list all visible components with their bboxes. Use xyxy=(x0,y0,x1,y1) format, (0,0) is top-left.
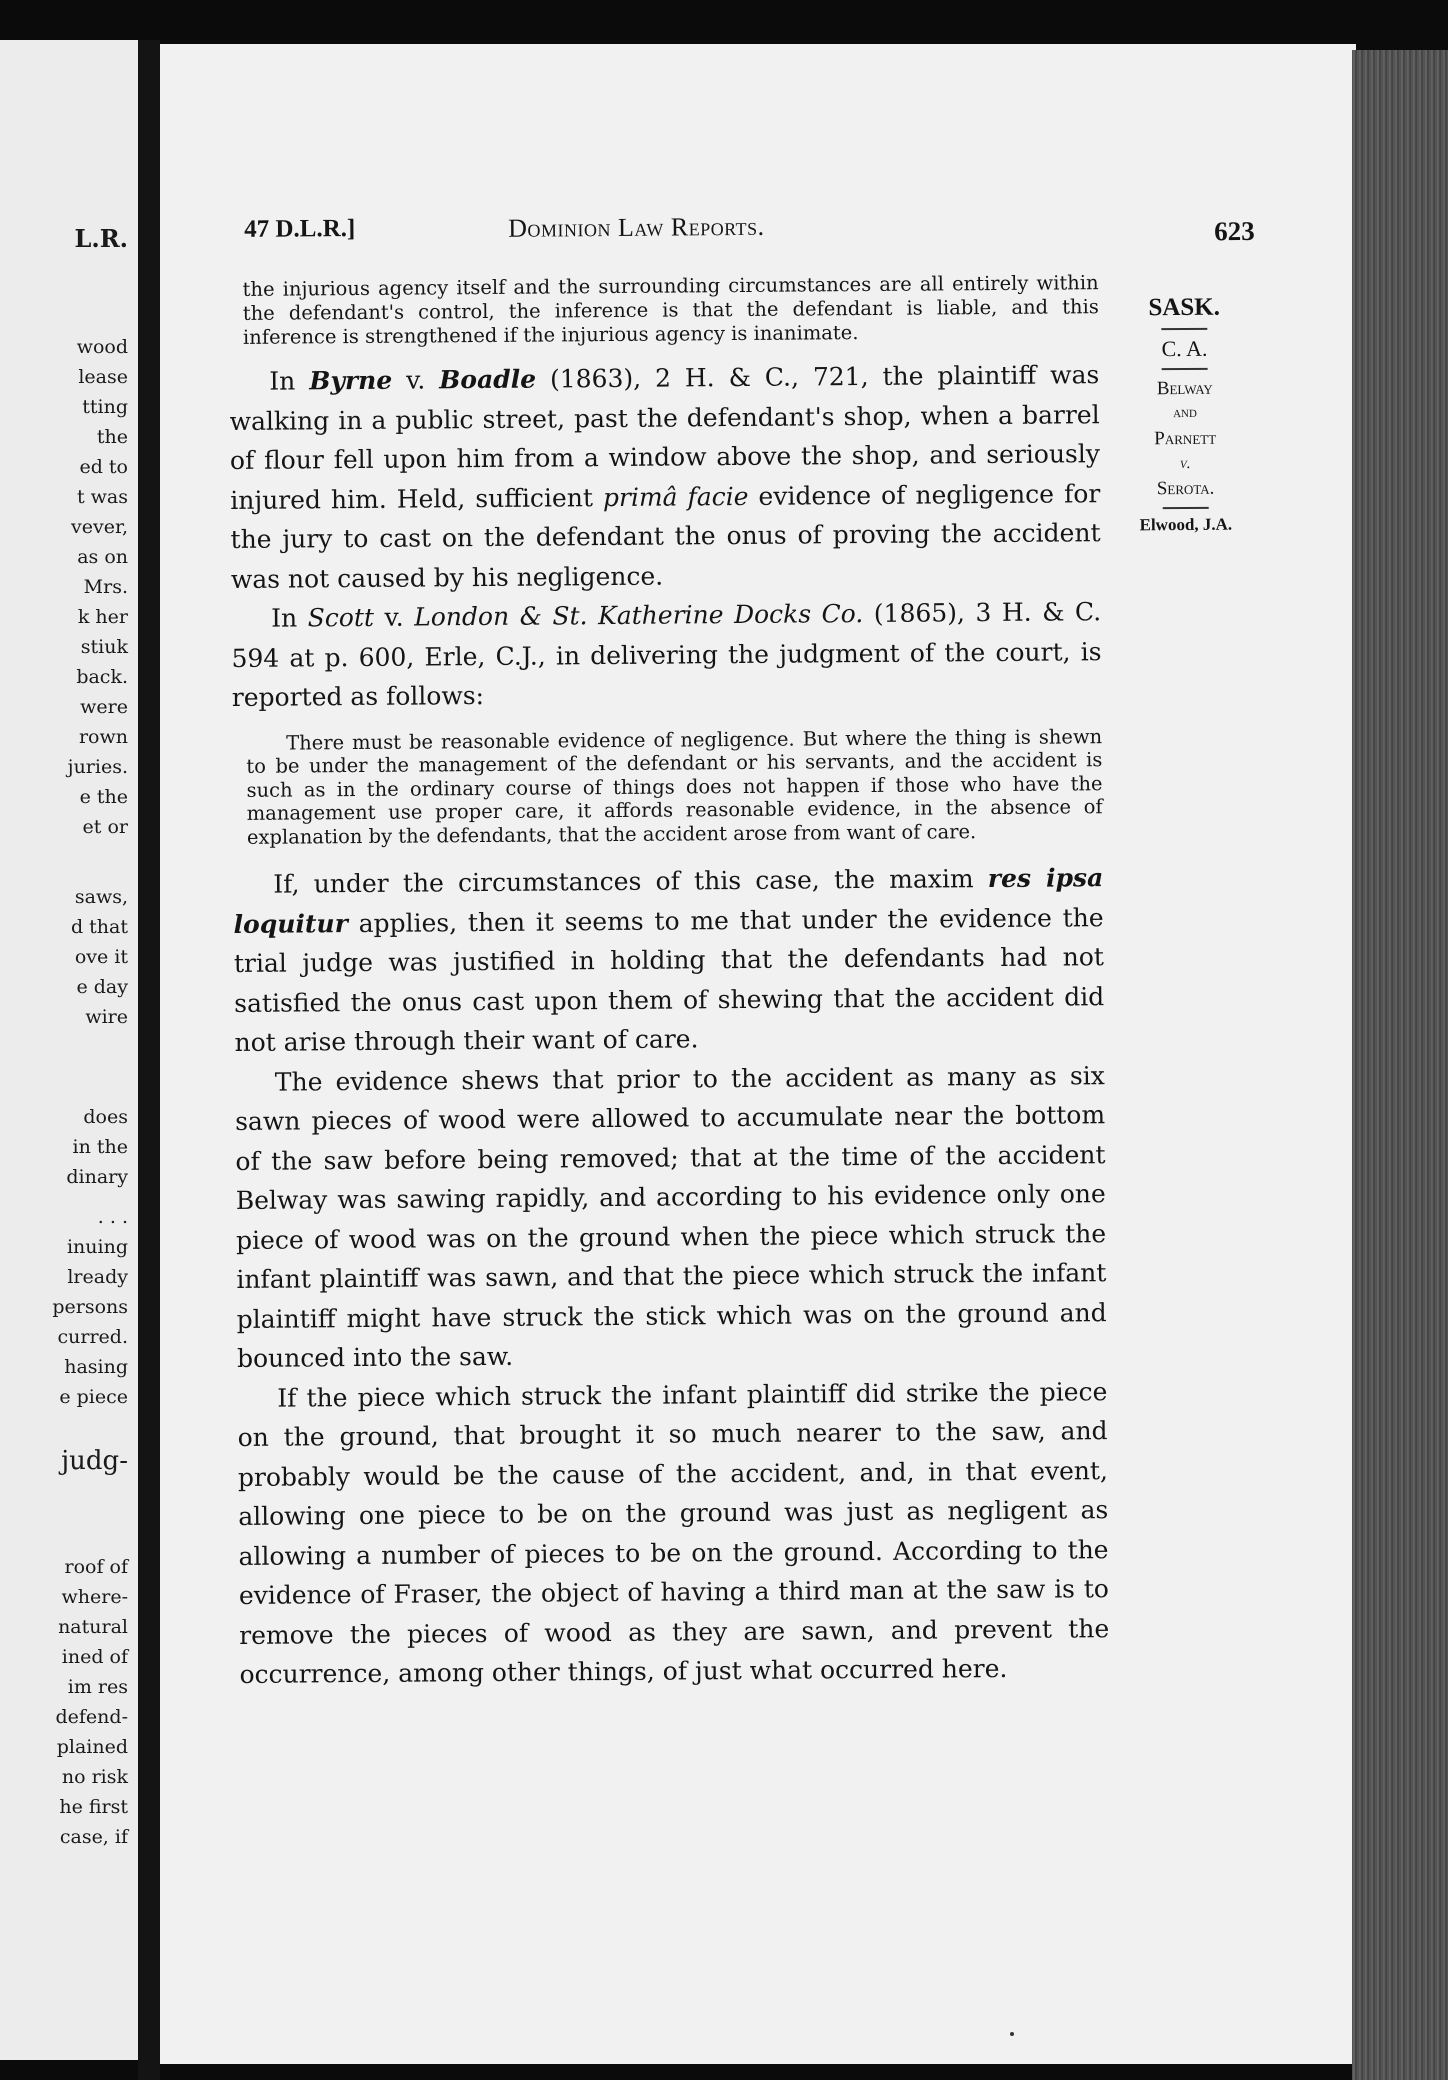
left-fragment: were xyxy=(80,696,128,718)
left-fragment: where- xyxy=(61,1586,128,1608)
block-quote-erle: There must be reasonable evidence of negligence. But where the thing is shewn to be under the management of the defendant or his servants, and the accident is such as in the ordinary course of things does not happen if those who have the management use proper care, it affords reasonable evidence, in the absence of explanation by the defendants, that the accident arose from want of care. xyxy=(246,724,1103,849)
divider xyxy=(1163,507,1209,509)
left-fragment: juries. xyxy=(67,756,128,778)
left-fragment: . . . xyxy=(97,1206,128,1228)
left-fragment: inuing xyxy=(66,1236,128,1258)
left-fragment: k her xyxy=(77,606,128,628)
left-fragment: dinary xyxy=(66,1166,128,1188)
left-fragment: et or xyxy=(82,816,128,838)
left-fragment: e day xyxy=(76,976,128,998)
left-fragment: back. xyxy=(76,666,128,688)
left-fragment: ed to xyxy=(79,456,128,478)
left-fragment: lready xyxy=(67,1266,128,1288)
left-fragment: persons xyxy=(52,1296,128,1318)
page-edges xyxy=(1352,50,1448,2080)
left-fragment: lease xyxy=(78,366,128,388)
running-header xyxy=(228,203,1255,270)
left-header-fragment: L.R. xyxy=(74,224,128,253)
divider xyxy=(1161,328,1207,330)
left-fragment: stiuk xyxy=(80,636,128,658)
left-fragment: Mrs. xyxy=(83,576,128,598)
left-fragment: no risk xyxy=(61,1766,128,1788)
left-fragment: judg- xyxy=(61,1446,128,1476)
quoted-continuation: the injurious agency itself and the surrounding circumstances are all entirely within the defendant's control, the inference is that the defendant is liable, and this inference is strengthened if the injurious agency is inanimate. xyxy=(242,271,1099,349)
left-fragment: vever, xyxy=(71,516,128,538)
left-fragment: ove it xyxy=(74,946,128,968)
left-fragment: im res xyxy=(67,1676,128,1698)
province: SASK. xyxy=(1148,293,1221,322)
court: C. A. xyxy=(1161,335,1208,362)
judge: Elwood, J.A. xyxy=(1139,514,1233,535)
left-fragment: wire xyxy=(85,1006,128,1028)
left-fragment: d that xyxy=(70,916,128,938)
paragraph-scott: In Scott v. London & St. Katherine Docks Co. (1865), 3 H. & C. 594 at p. 600, Erle, C.J., in delivering the judgment of the court, is reported as follows: xyxy=(231,597,1102,712)
left-page-fragment xyxy=(0,40,138,2060)
left-fragment: as on xyxy=(77,546,128,568)
scan-speck xyxy=(1010,2032,1014,2036)
paragraph-evidence: The evidence shews that prior to the accident as many as six sawn pieces of wood were allowed to accumulate near the bottom of the saw before being removed; that at the time of the accident Belway was sawing rapidly, and according to his evidence only one piece of wood was on the ground when the piece which struck the infant plaintiff was sawn, and that the piece which struck the infant plaintiff might have struck the stick which was on the ground and bounced into the saw. xyxy=(235,1060,1107,1373)
left-fragment: in the xyxy=(72,1136,128,1158)
left-fragment: plained xyxy=(56,1736,128,1758)
left-fragment: hasing xyxy=(64,1356,128,1378)
left-fragment: saws, xyxy=(74,886,128,908)
paragraph-byrne: In Byrne v. Boadle (1863), 2 H. & C., 721, the plaintiff was walking in a public street, past the defendant's shop, when a barrel of flour fell upon him from a window above the shop, and seriously injured him. Held, sufficient primâ facie evidence of negligence for the jury to cast on the defendant the onus of proving the accident was not caused by his negligence. xyxy=(229,360,1101,594)
left-fragment: rown xyxy=(78,726,128,748)
left-fragment: t was xyxy=(76,486,128,508)
divider xyxy=(1162,368,1208,370)
paragraph-conclusion: If the piece which struck the infant plaintiff did strike the piece on the ground, that brought it so much nearer to the saw, and probably would be the cause of the accident, and, in that event, allowing one piece to be on the ground was just as negligent as allowing a number of pieces to be on the ground. According to the evidence of Fraser, the object of having a third man at the saw is to remove the pieces of wood as they are sawn, and prevent the occurrence, among other things, of just what occurred here. xyxy=(237,1376,1110,1689)
left-fragment: curred. xyxy=(57,1326,128,1348)
left-fragment: wood xyxy=(76,336,128,358)
left-fragment: natural xyxy=(58,1616,128,1638)
case-name: Belway and Parnett v. Serota. xyxy=(1154,377,1217,500)
left-fragment: e the xyxy=(79,786,128,808)
left-fragment: roof of xyxy=(64,1556,128,1578)
left-fragment: defend- xyxy=(55,1706,128,1728)
left-fragment: ined of xyxy=(61,1646,128,1668)
margin-note xyxy=(1109,293,1261,535)
page-number: 623 xyxy=(1214,215,1255,247)
left-fragment: case, if xyxy=(59,1826,128,1848)
left-fragment: e piece xyxy=(59,1386,128,1408)
left-fragment: the xyxy=(96,426,128,448)
paragraph-res-ipsa: If, under the circumstances of this case, the maxim res ipsa loquitur applies, then it seems to me that under the evidence the trial judge was justified in holding that the defendants had not satisfied the onus cast upon them of shewing that the accident did not arise through their want of care. xyxy=(233,863,1105,1057)
volume-reference: 47 D.L.R.] xyxy=(244,215,356,243)
left-fragment: does xyxy=(83,1106,128,1128)
left-fragment: tting xyxy=(82,396,128,418)
book-gutter xyxy=(138,40,160,2080)
left-fragment: he first xyxy=(59,1796,128,1818)
report-title: Dominion Law Reports. xyxy=(508,211,765,243)
